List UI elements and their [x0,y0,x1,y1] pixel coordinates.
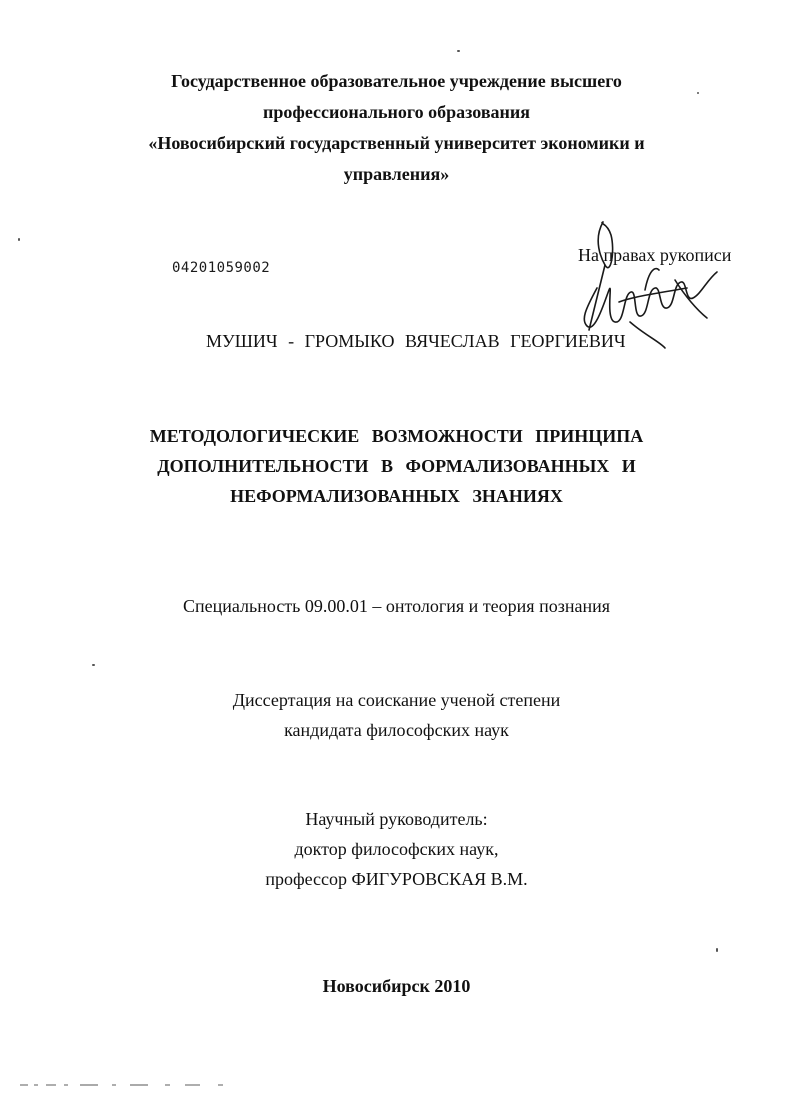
scan-edge-marks [20,1082,225,1088]
scan-speck [716,948,718,952]
manuscript-note: На правах рукописи [578,245,732,265]
archive-code: 04201059002 [172,260,271,276]
city-year: Новосибирск 2010 [322,976,471,996]
degree-statement [0,685,793,745]
scan-speck [92,664,95,666]
supervisor-label: Научный руководитель: [305,809,488,829]
title-line-1: МЕТОДОЛОГИЧЕСКИЕ ВОЗМОЖНОСТИ ПРИНЦИПА [149,426,644,446]
institution-line-2: профессионального образования [262,102,531,122]
institution-line-3: «Новосибирский государственный университет экономики и [148,133,645,153]
supervisor-block [0,804,793,894]
institution-line-1: Государственное образовательное учреждение высшего [171,71,622,91]
scan-speck [697,92,699,94]
institution-header [0,66,793,190]
title-line-3: НЕФОРМАЛИЗОВАННЫХ ЗНАНИЯХ [230,486,563,506]
supervisor-rank: доктор философских наук, [294,839,499,859]
specialty: Специальность 09.00.01 – онтология и теория познания [183,596,610,616]
author-name: МУШИЧ - ГРОМЫКО ВЯЧЕСЛАВ ГЕОРГИЕВИЧ [206,331,626,351]
scan-speck [18,238,20,241]
dissertation-title [0,421,793,511]
scan-speck [457,50,460,52]
supervisor-name: профессор ФИГУРОВСКАЯ В.М. [265,869,528,889]
title-line-2: ДОПОЛНИТЕЛЬНОСТИ В ФОРМАЛИЗОВАННЫХ И [157,456,636,476]
degree-line-2: кандидата философских наук [284,720,509,740]
institution-line-4: управления» [343,164,450,184]
degree-line-1: Диссертация на соискание ученой степени [232,690,561,710]
